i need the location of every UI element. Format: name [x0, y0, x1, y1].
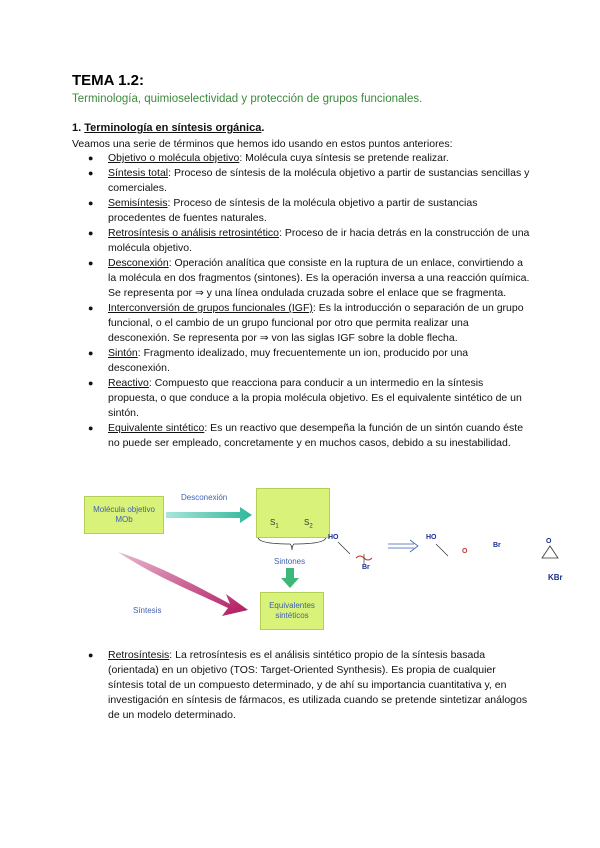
- section-heading: [72, 122, 264, 134]
- term-label: Equivalente sintético: [108, 422, 205, 434]
- list-item: [72, 226, 532, 256]
- bullet-icon: ●: [88, 258, 94, 268]
- list-item: [72, 376, 532, 421]
- epoxide-triangle: [542, 546, 558, 558]
- synthon-2-sub: 2: [309, 523, 313, 530]
- page-subtitle: Terminología, quimioselectividad y protección de grupos funcionales.: [72, 93, 423, 105]
- list-item: [72, 421, 532, 451]
- chem-oxygen-epoxide: O: [546, 538, 552, 545]
- retro-list: [72, 648, 532, 723]
- bullet-icon: ●: [88, 198, 94, 208]
- chem-bond: [436, 544, 448, 556]
- chem-ho-2: HO: [426, 534, 437, 541]
- term-label: Interconversión de grupos funcionales (IGF): [108, 302, 313, 314]
- disconnection-arrow: [166, 507, 252, 523]
- list-item: [72, 196, 532, 226]
- term-label: Síntesis total: [108, 167, 169, 179]
- page-title: TEMA 1.2:: [72, 72, 144, 89]
- section-heading-end: .: [261, 122, 265, 134]
- synthon-1: [270, 518, 279, 530]
- retrosynthesis-diagram: [80, 482, 580, 642]
- list-item: [72, 166, 532, 196]
- terms-list: [72, 151, 532, 451]
- term-definition: : La retrosíntesis es el análisis sintético propio de la síntesis basada (orientada) en un objetivo (TOS: Target-Oriented Synthesis). Es propia de cualquier síntesis total de un compuesto determinado, y de ahí su importancia cuantitativa y, en investigación en síntesis de fármacos, es utilizada cuando se pretende sintetizar análogos de un modelo determinado.: [108, 649, 528, 721]
- disconnection-label: Desconexión: [181, 493, 228, 502]
- chem-kbr: KBr: [548, 573, 563, 582]
- list-item: [72, 648, 532, 723]
- term-label: Sintón: [108, 347, 138, 359]
- synthon-2: [304, 518, 313, 530]
- synthetic-equivalents-box: Equivalentes sintéticos: [260, 592, 324, 630]
- bullet-icon: ●: [88, 153, 94, 163]
- section-heading-text: Terminología en síntesis orgánica: [84, 122, 262, 134]
- term-definition: : Compuesto que reacciona para conducir a un intermedio en la síntesis propuesta, o que conduce a la propia molécula objetivo. Es el equivalente sintético de un sintón.: [108, 377, 522, 419]
- term-definition: : Proceso de ir hacia detrás en la construcción de una molécula objetivo.: [108, 227, 530, 254]
- synthesis-label: Síntesis: [133, 606, 162, 615]
- synthons-bracket: [258, 537, 326, 550]
- down-arrow: [281, 568, 299, 588]
- term-definition: : Proceso de síntesis de la molécula objetivo a partir de sustancias sencillas y comerciales.: [108, 167, 530, 194]
- target-molecule-box: Molécula objetivo MOb: [84, 496, 164, 534]
- term-label: Desconexión: [108, 257, 169, 269]
- term-label: Retrosíntesis: [108, 649, 170, 661]
- chem-ho-1: HO: [328, 534, 339, 541]
- term-label: Semisíntesis: [108, 197, 168, 209]
- chem-oxygen: O: [462, 548, 468, 555]
- chem-br-1: Br: [362, 564, 370, 571]
- section-number: 1.: [72, 122, 82, 134]
- list-item: [72, 256, 532, 301]
- term-definition: : Fragmento idealizado, muy frecuentemente un ion, producido por una desconexión.: [108, 347, 469, 374]
- term-definition: : Molécula cuya síntesis se pretende realizar.: [239, 152, 449, 164]
- synthon-2-letter: S: [304, 518, 310, 527]
- term-definition: : Proceso de síntesis de la molécula objetivo a partir de sustancias procedentes de fuentes naturales.: [108, 197, 478, 224]
- list-item: [72, 301, 532, 346]
- chem-br-2: Br: [493, 542, 501, 549]
- list-item: [72, 346, 532, 376]
- term-label: Retrosíntesis o análisis retrosintético: [108, 227, 279, 239]
- bullet-icon: ●: [88, 423, 94, 433]
- bullet-icon: ●: [88, 650, 94, 660]
- term-label: Reactivo: [108, 377, 149, 389]
- term-definition: : Es la introducción o separación de un grupo funcional, o el cambio de un grupo funcional por otro que permita realizar una desconexión. Se representa por ⇒ von las siglas IGF sobre la doble flecha.: [108, 302, 524, 344]
- term-definition: : Es un reactivo que desempeña la función de un sintón cuando éste no puede ser empleado, concretamente y en muchos casos, debido a su inestabilidad.: [108, 422, 524, 449]
- synthon-1-sub: 1: [275, 523, 279, 530]
- synthon-1-letter: S: [270, 518, 276, 527]
- bullet-icon: ●: [88, 348, 94, 358]
- synthons-box: [256, 488, 330, 538]
- term-definition: : Operación analítica que consiste en la ruptura de un enlace, convirtiendo a la molécula en dos fragmentos (sintones). Es la operación inversa a una reacción química. Se representa por ⇒ y una línea ondulada cruzada sobre el enlace que se fragmenta.: [108, 257, 530, 299]
- section-intro: Veamos una serie de términos que hemos ido usando en estos puntos anteriores:: [72, 138, 453, 150]
- chem-bond: [338, 542, 350, 554]
- bullet-icon: ●: [88, 168, 94, 178]
- list-item: [72, 151, 532, 166]
- bullet-icon: ●: [88, 378, 94, 388]
- bullet-icon: ●: [88, 303, 94, 313]
- retro-arrow-head: [410, 540, 418, 552]
- term-label: Objetivo o molécula objetivo: [108, 152, 240, 164]
- synthons-label: Sintones: [274, 557, 306, 566]
- bullet-icon: ●: [88, 228, 94, 238]
